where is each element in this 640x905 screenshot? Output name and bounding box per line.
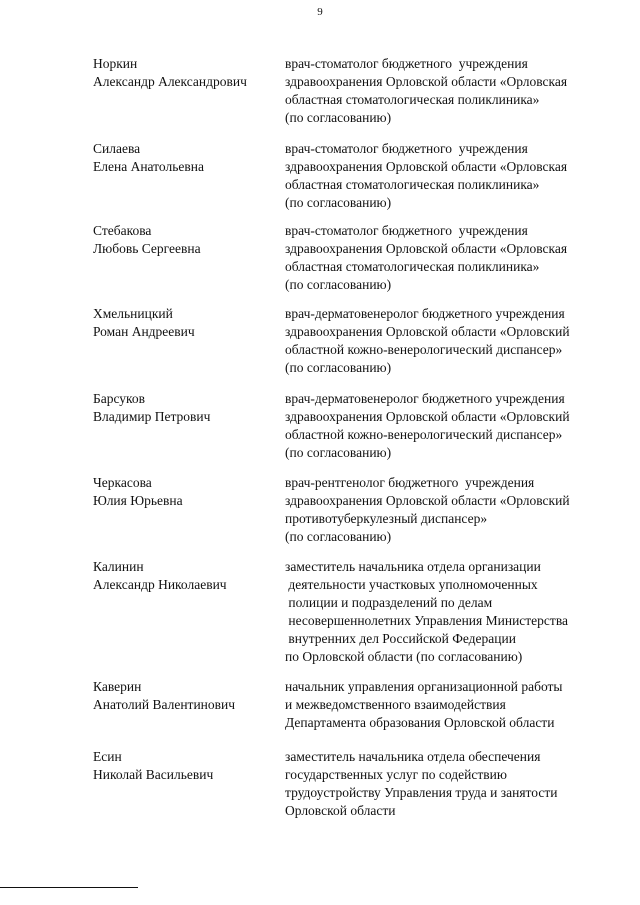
entry-role: начальник управления организационной работы и межведомственного взаимодействия Департамента образования Орловской области [285, 679, 563, 730]
entry-surname: Калинин [93, 559, 144, 574]
entry-role: врач-дерматовенеролог бюджетного учреждения здравоохранения Орловской области «Орловский областной кожно-венерологический диспансер» (по согласованию) [285, 306, 570, 375]
entry-surname: Каверин [93, 679, 142, 694]
entry-surname: Силаева [93, 141, 141, 156]
entry-role: заместитель начальника отдела организации деятельности участковых уполномоченных полиции и подразделений по делам несовершеннолетних Управления Министерства внутренних дел Российской Федерации по Орловской области (по согласованию) [285, 559, 569, 664]
entry-given-name: Владимир Петрович [93, 409, 211, 424]
entry-given-name: Анатолий Валентинович [93, 697, 236, 712]
entry-given-name: Александр Александрович [93, 74, 247, 89]
entry-surname: Хмельницкий [93, 306, 173, 321]
entry-surname: Барсуков [93, 391, 146, 406]
entry-role: врач-стоматолог бюджетного учреждения здравоохранения Орловской области «Орловская областная стоматологическая поликлиника» (по согласованию) [285, 223, 568, 292]
entry-role: врач-рентгенолог бюджетного учреждения здравоохранения Орловской области «Орловский противотуберкулезный диспансер» (по согласованию) [285, 475, 570, 544]
entry-surname: Черкасова [93, 475, 152, 490]
footnote-rule [0, 887, 138, 888]
entry-given-name: Юлия Юрьевна [93, 493, 183, 508]
entry-given-name: Николай Васильевич [93, 767, 214, 782]
entry-surname: Стебакова [93, 223, 152, 238]
entry-surname: Есин [93, 749, 122, 764]
entry-role: врач-стоматолог бюджетного учреждения здравоохранения Орловской области «Орловская областная стоматологическая поликлиника» (по согласованию) [285, 141, 568, 210]
entry-given-name: Любовь Сергеевна [93, 241, 201, 256]
entry-surname: Норкин [93, 56, 138, 71]
entry-given-name: Роман Андреевич [93, 324, 195, 339]
entry-given-name: Елена Анатольевна [93, 159, 204, 174]
entry-role: врач-стоматолог бюджетного учреждения здравоохранения Орловской области «Орловская областная стоматологическая поликлиника» (по согласованию) [285, 56, 568, 125]
entry-given-name: Александр Николаевич [93, 577, 227, 592]
entry-role: заместитель начальника отдела обеспечения государственных услуг по содействию трудоустройству Управления труда и занятости Орловской области [285, 749, 558, 818]
page-number: 9 [317, 6, 323, 18]
entry-role: врач-дерматовенеролог бюджетного учреждения здравоохранения Орловской области «Орловский областной кожно-венерологический диспансер» (по согласованию) [285, 391, 570, 460]
